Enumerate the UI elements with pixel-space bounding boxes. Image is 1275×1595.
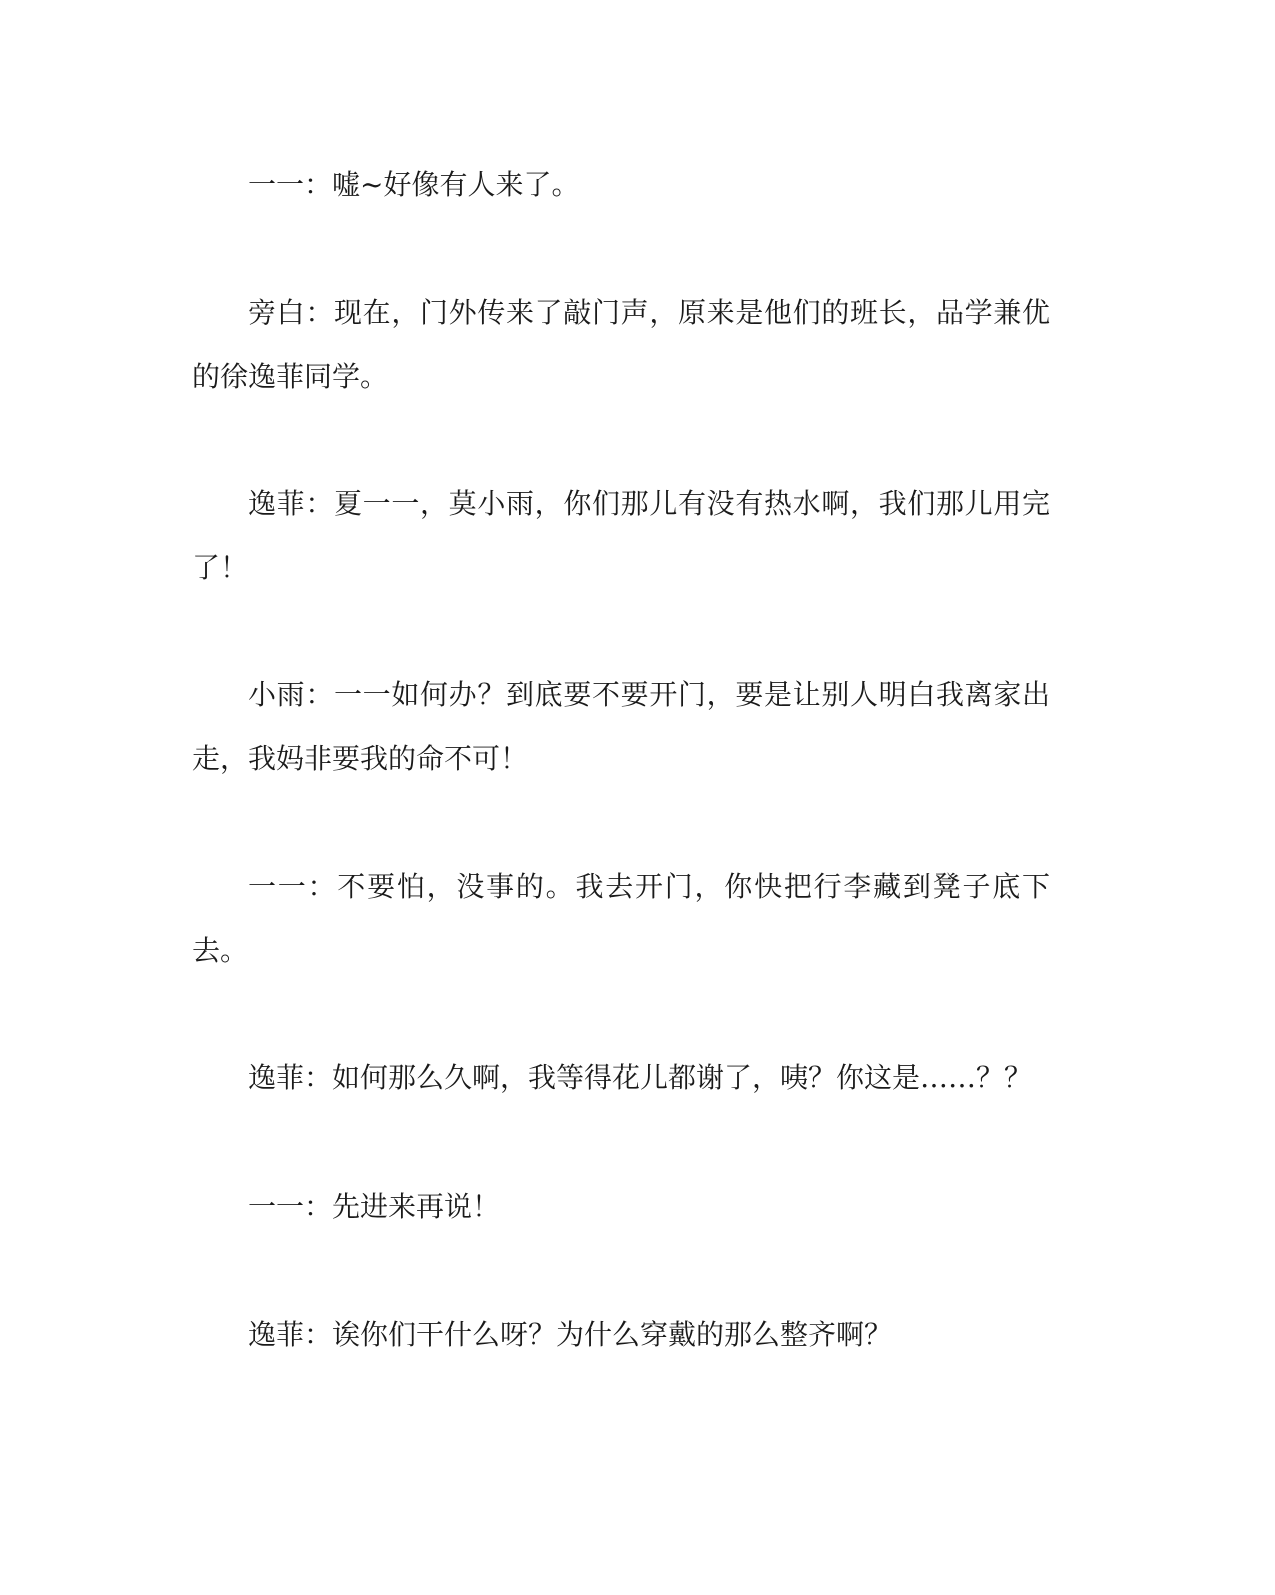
dialogue-paragraph-8: 逸菲：诶你们干什么呀？为什么穿戴的那么整齐啊？	[248, 1318, 893, 1351]
dialogue-paragraph-6: 逸菲：如何那么久啊，我等得花儿都谢了，咦？你这是……？？	[248, 1061, 1033, 1094]
dialogue-paragraph-3: 逸菲：夏一一，莫小雨，你们那儿有没有热水啊，我们那儿用完了！	[192, 487, 1050, 584]
dialogue-paragraph-7: 一一：先进来再说！	[248, 1190, 501, 1223]
dialogue-paragraph-1: 一一：嘘~好像有人来了。	[248, 168, 580, 201]
dialogue-paragraph-4: 小雨：一一如何办？到底要不要开门，要是让别人明白我离家出走，我妈非要我的命不可！	[192, 678, 1050, 775]
dialogue-paragraph-5: 一一：不要怕，没事的。我去开门，你快把行李藏到凳子底下去。	[192, 870, 1050, 967]
narration-paragraph-2: 旁白：现在，门外传来了敲门声，原来是他们的班长，品学兼优的徐逸菲同学。	[192, 296, 1050, 393]
